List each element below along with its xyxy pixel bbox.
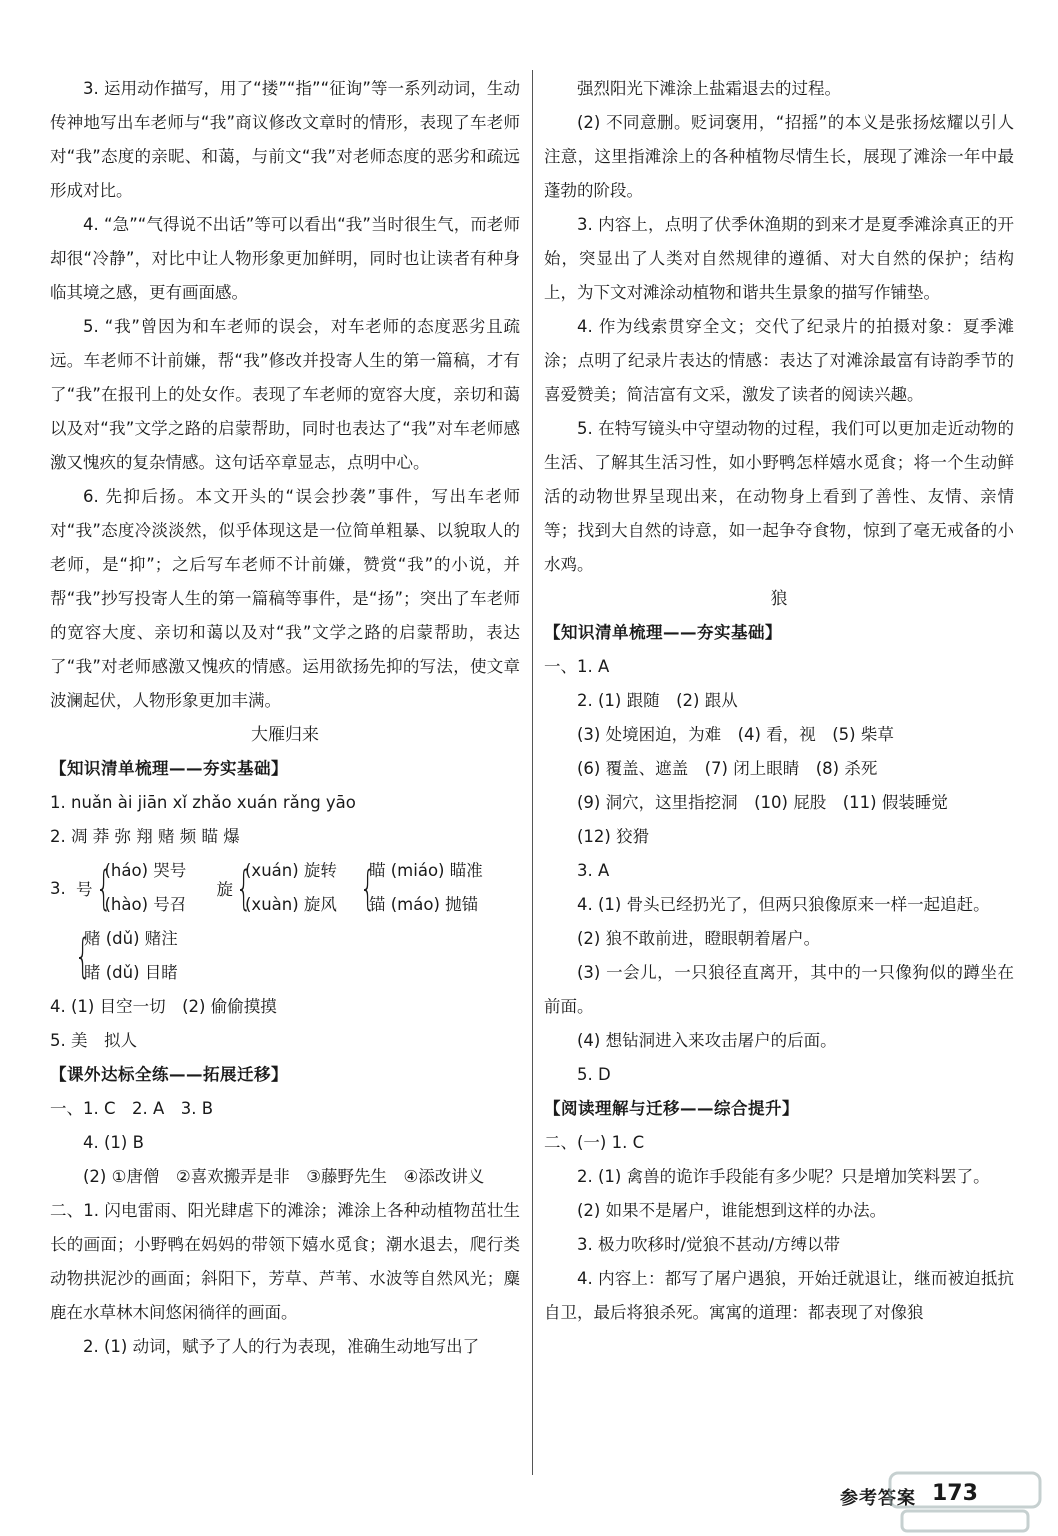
answer-line: (9) 洞穴，这里指挖洞 (10) 屁股 (11) 假装睡觉 [577, 793, 948, 812]
answer-line: 4. (1) 目空一切 (2) 偷偷摸摸 [50, 997, 277, 1016]
brace-icon: { [74, 929, 91, 983]
answer-paragraph: 4. 内容上：都写了屠户遇狼，开始迁就退让，继而被迫抵抗自卫，最后将狼杀死。寓寓的道理：都表现了对像狼 [544, 1269, 1014, 1322]
answer-paragraph: 3. 运用动作描写，用了“搂”“指”“征询”等一系列动词，生动传神地写出车老师与“我”商议修改文章时的情形，表现了车老师对“我”态度的亲昵、和蔼，与前文“我”对老师态度的恶劣和疏远形成对比。 [50, 79, 520, 200]
similar-chars-group [50, 922, 520, 990]
answer-paragraph: 2. (1) 禽兽的诡诈手段能有多少呢？只是增加笑料罢了。 [577, 1167, 990, 1186]
answer-line: 3. A [577, 861, 610, 880]
polyphone-readings [245, 854, 357, 922]
section-heading: 【知识清单梳理——夯实基础】 [50, 759, 288, 778]
left-column [50, 72, 520, 1364]
answer-paragraph: 强烈阳光下滩涂上盐霜退去的过程。 [577, 79, 841, 98]
answer-line: 二、(一) 1. C [544, 1133, 645, 1152]
polyphone-char: 号 [76, 880, 93, 899]
answer-line: (6) 覆盖、遮盖 (7) 闭上眼睛 (8) 杀死 [577, 759, 878, 778]
section-heading: 【课外达标全练——拓展迁移】 [50, 1065, 288, 1084]
answer-paragraph: (2) ①唐僧 ②喜欢搬弄是非 ③藤野先生 ④添改讲义 [83, 1167, 485, 1186]
answer-line: 5. D [577, 1065, 611, 1084]
answer-paragraph: (4) 想钻洞进入来攻击屠户的后面。 [577, 1031, 837, 1050]
reading: (xuàn) 旋风 [245, 895, 337, 914]
answer-paragraph: 5. 在特写镜头中守望动物的过程，我们可以更加走近动物的生活、了解其生活习性，如小野鸭怎样嬉水觅食；将一个生动鲜活的动物世界呈现出来，在动物身上看到了善性、友情、亲情等；找到大自然的诗意，如一起争夺食物，惊到了毫无戒备的小水鸡。 [544, 419, 1014, 574]
answer-paragraph: 3. 极力吹移时/觉狼不甚动/方缚以带 [577, 1235, 841, 1254]
brace-icon: { [95, 861, 112, 915]
pinyin-answer: 1. nuǎn ài jiān xǐ zhǎo xuán rǎng yāo [50, 793, 356, 812]
column-divider [532, 70, 533, 1475]
footer-label: 参考答案 [840, 1488, 916, 1509]
reading: 锚 (máo) 抛锚 [369, 895, 479, 914]
answer-paragraph: 二、1. 闪电雷雨、阳光肆虐下的滩涂；滩涂上各种动植物茁壮生长的画面；小野鸭在妈妈的带领下嬉水觅食；潮水退去，爬行类动物拱泥沙的画面；斜阳下，芳草、芦苇、水波等自然风光；麋鹿在水草林木间悠闲徜徉的画面。 [50, 1201, 520, 1322]
answer-paragraph: 4. (1) 骨头已经扔光了，但两只狼像原来一样一起追赶。 [577, 895, 990, 914]
reading: (xuán) 旋转 [245, 861, 337, 880]
answer-line: 4. (1) B [83, 1133, 144, 1152]
answer-paragraph: 2. (1) 动词，赋予了人的行为表现，准确生动地写出了 [83, 1337, 480, 1356]
answer-paragraph: (2) 如果不是屠户，谁能想到这样的办法。 [577, 1201, 887, 1220]
reading: (hào) 号召 [104, 895, 187, 914]
question-number: 3. [50, 878, 66, 898]
answer-paragraph: (2) 狼不敢前进，瞪眼朝着屠户。 [577, 929, 821, 948]
answer-line: 5. 美 拟人 [50, 1031, 137, 1050]
answer-paragraph: 4. “急”“气得说不出话”等可以看出“我”当时很生气，而老师却很“冷静”，对比中让人物形象更加鲜明，同时也让读者有种身临其境之感，更有画面感。 [50, 215, 520, 302]
reading: 瞄 (miáo) 瞄准 [369, 861, 483, 880]
brace-icon: { [359, 861, 376, 915]
answer-paragraph: (2) 不同意删。贬词褒用，“招摇”的本义是张扬炫耀以引人注意，这里指滩涂上的各种植物尽情生长，展现了滩涂一年中最蓬勃的阶段。 [544, 113, 1014, 200]
reading: (háo) 哭号 [104, 861, 187, 880]
reading: 赌 (dǔ) 赌注 [84, 929, 178, 948]
section-heading: 【阅读理解与迁移——综合提升】 [544, 1099, 799, 1118]
answer-line: (3) 处境困迫，为难 (4) 看，视 (5) 柴草 [577, 725, 894, 744]
chars-answer: 2. 凋 莽 弥 翔 赌 频 瞄 爆 [50, 827, 240, 846]
answer-line: 一、1. A [544, 657, 610, 676]
similar-chars [84, 922, 178, 990]
watermark-logo-icon [880, 1465, 1050, 1535]
answer-line: 2. (1) 跟随 (2) 跟从 [577, 691, 738, 710]
polyphone-char: 旋 [216, 880, 233, 899]
brace-icon: { [235, 861, 252, 915]
answer-paragraph: 3. 内容上，点明了伏季休渔期的到来才是夏季滩涂真正的开始，突显出了人类对自然规律的遵循、对大自然的保护；结构上，为下文对滩涂动植物和谐共生景象的描写作铺垫。 [544, 215, 1014, 302]
answer-line: 一、1. C 2. A 3. B [50, 1099, 214, 1118]
polyphone-group [50, 854, 520, 922]
answer-paragraph: 6. 先抑后扬。本文开头的“误会抄袭”事件，写出车老师对“我”态度冷淡淡然，似乎体现这是一位简单粗暴、以貌取人的老师，是“抑”；之后写车老师不计前嫌，赞赏“我”的小说，并帮“我”抄写投寄人生的第一篇稿等事件，是“扬”；突出了车老师的宽容大度、亲切和蔼以及对“我”文学之路的启蒙帮助，表达了“我”对老师感激又愧疚的情感。运用欲扬先抑的写法，使文章波澜起伏，人物形象更加丰满。 [50, 487, 520, 710]
similar-chars [369, 854, 483, 922]
answer-paragraph: (3) 一会儿，一只狼径直离开，其中的一只像狗似的蹲坐在前面。 [544, 963, 1014, 1016]
answer-paragraph: 5. “我”曾因为和车老师的误会，对车老师的态度恶劣且疏远。车老师不计前嫌，帮“我”修改并投寄人生的第一篇稿，才有了“我”在报刊上的处女作。表现了车老师的宽容大度，亲切和蔼以及对“我”文学之路的启蒙帮助，同时也表达了“我”对车老师感激又愧疚的复杂情感。这句话卒章显志，点明中心。 [50, 317, 520, 472]
polyphone-readings [105, 854, 217, 922]
lesson-title: 狼 [770, 589, 788, 609]
page-number: 173 [932, 1481, 978, 1506]
answer-paragraph: 4. 作为线索贯穿全文；交代了纪录片的拍摄对象：夏季滩涂；点明了纪录片表达的情感：表达了对滩涂最富有诗韵季节的喜爱赞美；简洁富有文采，激发了读者的阅读兴趣。 [544, 317, 1014, 404]
right-column [544, 72, 1014, 1330]
answer-line: (12) 狡猾 [577, 827, 650, 846]
section-heading: 【知识清单梳理——夯实基础】 [544, 623, 782, 642]
lesson-title: 大雁归来 [251, 725, 319, 745]
reading: 睹 (dǔ) 目睹 [84, 963, 178, 982]
